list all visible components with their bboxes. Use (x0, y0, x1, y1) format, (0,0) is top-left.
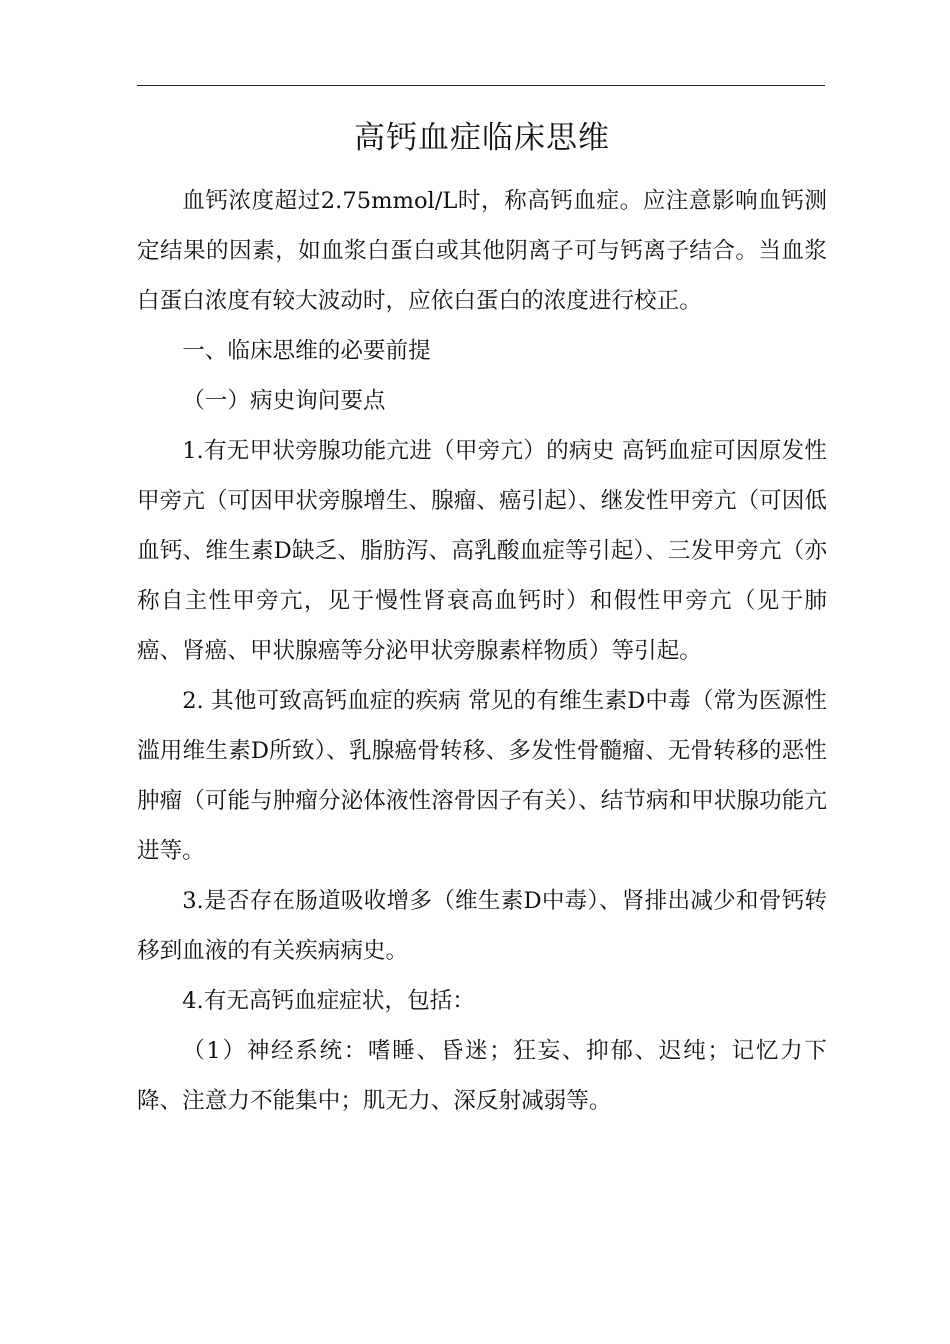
document-title: 高钙血症临床思维 (354, 120, 610, 156)
symptom-item-nervous-system: （1）神经系统：嗜睡、昏迷；狂妄、抑郁、迟纯；记忆力下降、注意力不能集中；肌无力、深反射减弱等。 (137, 1038, 827, 1114)
intro-paragraph: 血钙浓度超过2.75mmol/L时，称高钙血症。应注意影响血钙测定结果的因素，如血浆白蛋白或其他阴离子可与钙离子结合。当血浆白蛋白浓度有较大波动时，应依白蛋白的浓度进行校正。 (137, 188, 827, 314)
history-item-3: 3.是否存在肠道吸收增多（维生素D中毒）、肾排出减少和骨钙转移到血液的有关疾病病史。 (137, 888, 827, 964)
subsection-heading-history: （一）病史询问要点 (182, 388, 386, 414)
history-item-2: 2. 其他可致高钙血症的疾病 常见的有维生素D中毒（常为医源性滥用维生素D所致）、乳腺癌骨转移、多发性骨髓瘤、无骨转移的恶性肿瘤（可能与肿瘤分泌体液性溶骨因子有关）、结节病和甲状腺功能亢进等。 (137, 688, 827, 864)
section-heading-prerequisites: 一、临床思维的必要前提 (182, 338, 431, 364)
header-rule (137, 85, 825, 86)
history-item-1: 1.有无甲状旁腺功能亢进（甲旁亢）的病史 高钙血症可因原发性甲旁亢（可因甲状旁腺增生、腺瘤、癌引起）、继发性甲旁亢（可因低血钙、维生素D缺乏、脂肪泻、高乳酸血症等引起）、三发甲旁亢（亦称自主性甲旁亢，见于慢性肾衰高血钙时）和假性甲旁亢（见于肺癌、肾癌、甲状腺癌等分泌甲状旁腺素样物质）等引起。 (137, 438, 827, 664)
document-body (137, 108, 827, 1126)
history-item-4: 4.有无高钙血症症状，包括： (182, 988, 475, 1014)
